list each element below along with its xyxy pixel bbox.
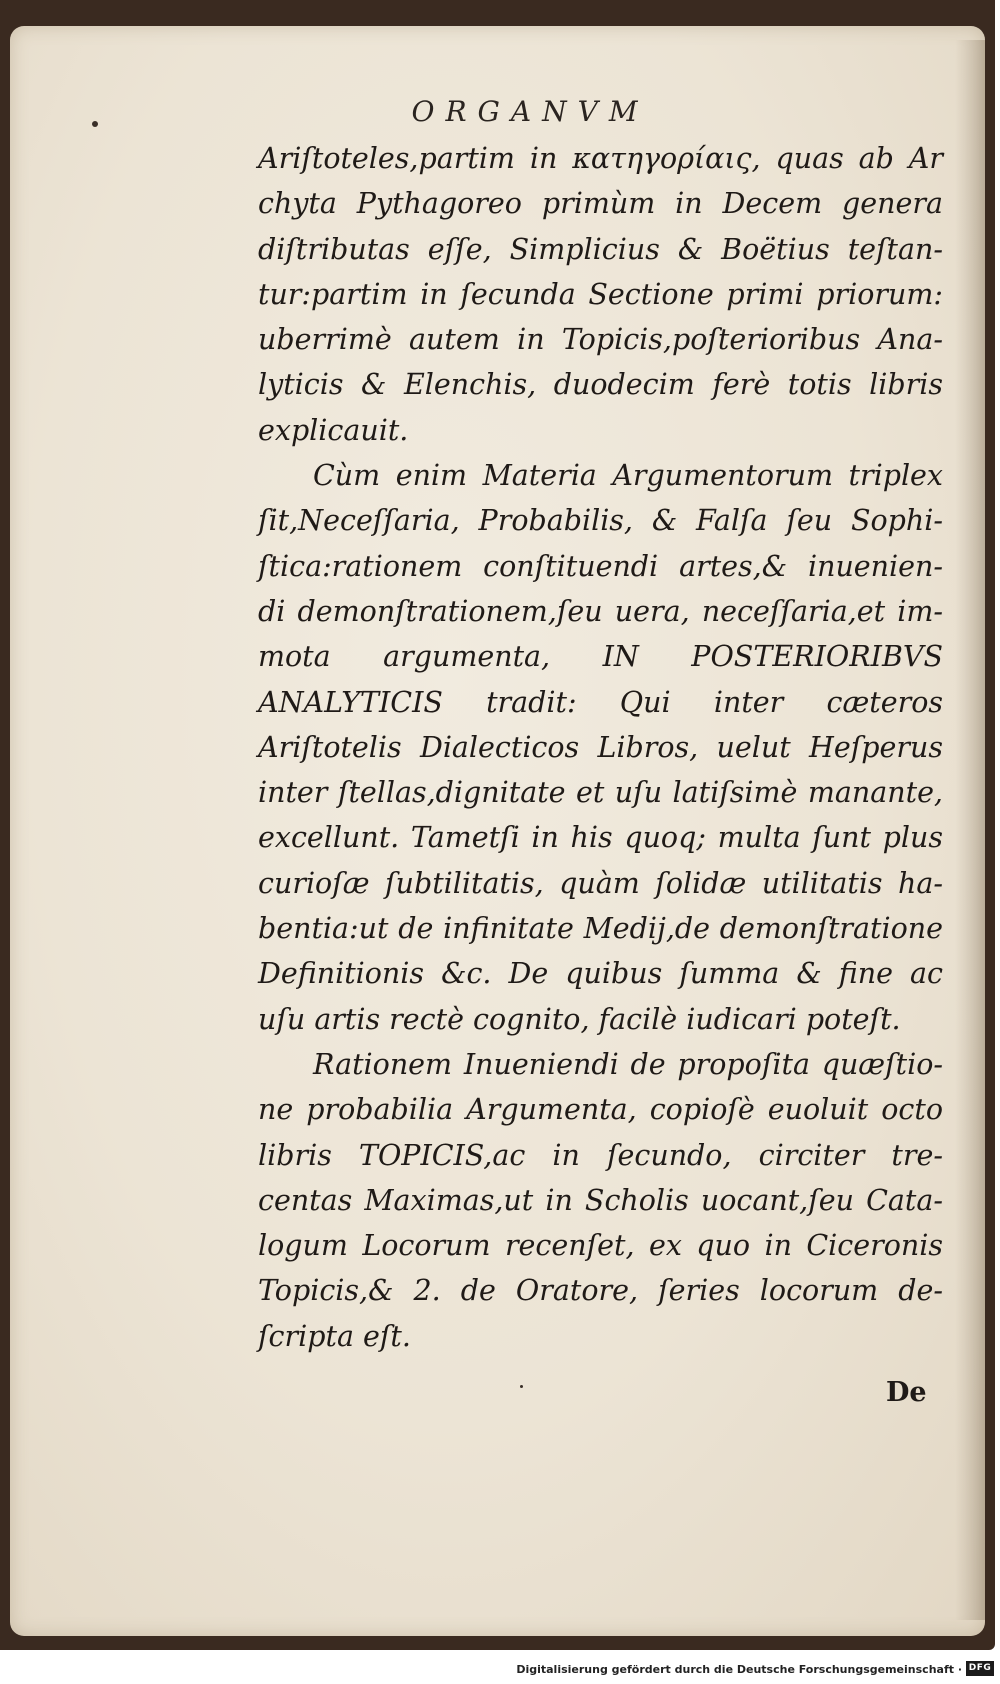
- text-line: ſit,Neceſſaria, Probabilis, & Falſa ſeu Sophi-: [258, 504, 943, 538]
- text-line: chyta Pythagoreo primùm in Decem genera: [258, 187, 943, 221]
- text-line: Definitionis &c. De quibus ſumma & fine ac: [258, 957, 943, 991]
- text-line: centas Maximas,ut in Scholis uocant,ſeu Cata-: [258, 1183, 943, 1217]
- text-line: di demonſtrationem,ſeu uera, neceſſaria,et im-: [258, 594, 943, 628]
- text-line: Cùm enim Materia Argumentorum triplex: [313, 459, 943, 493]
- body-text: [258, 136, 943, 1359]
- text-line: ne probabilia Argumenta, copioſè euoluit octo: [258, 1093, 943, 1127]
- text-line: ANALYTICIS tradit: Qui inter cæteros: [258, 685, 943, 719]
- dfg-logo: DFG: [966, 1661, 994, 1676]
- text-line: explicauit.: [258, 413, 409, 447]
- text-line: Rationem Inueniendi de propoſita quæſtio-: [313, 1047, 943, 1081]
- text-line: Topicis,& 2. de Oratore, ſeries locorum de-: [258, 1274, 943, 1308]
- text-line: diſtributas eſſe, Simplicius & Boëtius teſtan-: [258, 232, 943, 266]
- running-head: ORGANVM: [411, 95, 649, 128]
- catchword: De: [886, 1377, 927, 1408]
- text-line: ſtica:rationem conſtituendi artes,& inuenien-: [258, 549, 943, 583]
- text-line: excellunt. Tametſi in his quoq; multa ſunt plus: [258, 821, 943, 855]
- text-line: Ariſtoteles,partim in κατηγορίαις, quas ab Ar: [258, 142, 943, 175]
- ink-speck: [520, 1385, 523, 1388]
- text-line: lyticis & Elenchis, duodecim ferè totis libris: [258, 368, 943, 402]
- text-line: uberrimè autem in Topicis,poſterioribus Ana-: [258, 323, 943, 357]
- text-line: uſu artis rectè cognito, facilè iudicari poteſt.: [258, 1002, 901, 1036]
- text-line: curioſæ ſubtilitatis, quàm ſolidæ utilitatis ha-: [258, 866, 943, 900]
- text-line: tur:partim in ſecunda Sectione primi priorum:: [258, 277, 943, 311]
- text-line: mota argumenta, IN POSTERIORIBVS: [258, 640, 943, 674]
- text-line: inter ſtellas,dignitate et uſu latiſsimè manante,: [258, 776, 943, 810]
- text-line: logum Locorum recenſet, ex quo in Ciceronis: [258, 1229, 943, 1263]
- funding-credit: Digitalisierung gefördert durch die Deutsche Forschungsgemeinschaft ·: [516, 1663, 962, 1676]
- text-line: bentia:ut de infinitate Medij,de demonſtratione: [258, 912, 943, 946]
- text-line: ſcripta eſt.: [258, 1319, 411, 1353]
- text-line: libris TOPICIS,ac in ſecundo, circiter tre-: [258, 1138, 943, 1172]
- text-line: Ariſtotelis Dialecticos Libros, uelut Heſperus: [258, 730, 943, 764]
- page-gutter-shadow: [955, 40, 985, 1620]
